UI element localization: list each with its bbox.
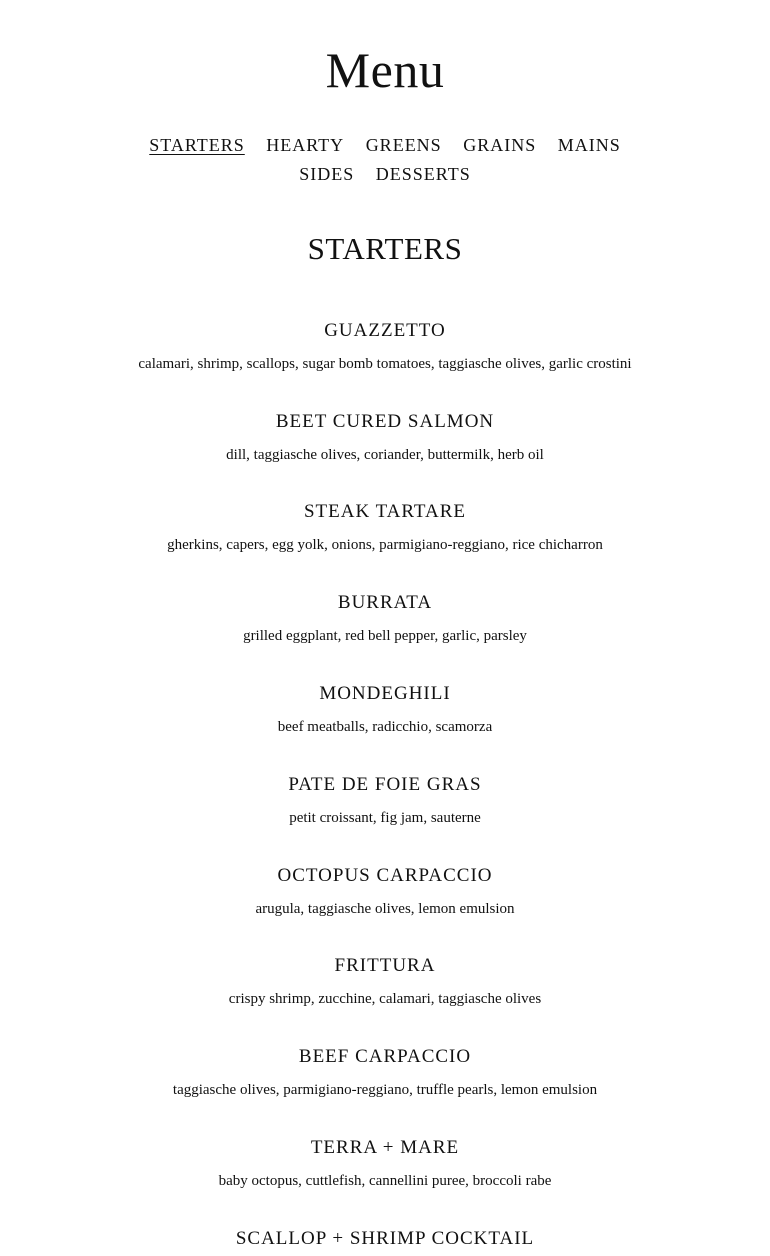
menu-item-description: beef meatballs, radicchio, scamorza <box>277 719 493 735</box>
menu-item <box>0 863 770 919</box>
menu-item <box>0 318 770 374</box>
menu-item-name: BEEF CARPACCIO <box>298 1046 472 1067</box>
page-title: Menu <box>325 42 445 98</box>
menu-item <box>0 1135 770 1191</box>
menu-item <box>0 499 770 555</box>
menu-item <box>0 1044 770 1100</box>
menu-item <box>0 409 770 465</box>
menu-item-description: petit croissant, fig jam, sauterne <box>289 810 481 826</box>
nav-link-mains[interactable]: MAINS <box>557 135 621 155</box>
nav-link-starters[interactable]: STARTERS <box>149 135 245 155</box>
menu-item <box>0 590 770 646</box>
menu-item-name: STEAK TARTARE <box>303 501 467 522</box>
menu-item <box>0 1226 770 1252</box>
menu-item-description: calamari, shrimp, scallops, sugar bomb tomatoes, taggiasche olives, garlic crostini <box>138 356 632 372</box>
menu-item-name: OCTOPUS CARPACCIO <box>277 865 493 886</box>
nav-link-sides[interactable]: SIDES <box>299 164 355 184</box>
menu-item-description: gherkins, capers, egg yolk, onions, parmigiano-reggiano, rice chicharron <box>167 537 603 553</box>
menu-item-description: taggiasche olives, parmigiano-reggiano, truffle pearls, lemon emulsion <box>172 1082 598 1098</box>
menu-item-description: arugula, taggiasche olives, lemon emulsion <box>255 901 515 917</box>
menu-item-name: GUAZZETTO <box>324 320 446 341</box>
menu-item-name: BEET CURED SALMON <box>275 411 495 432</box>
menu-item <box>0 681 770 737</box>
menu-item-description: grilled eggplant, red bell pepper, garlic, parsley <box>243 628 527 644</box>
menu-item <box>0 953 770 1009</box>
menu-item-name: TERRA + MARE <box>310 1137 460 1158</box>
menu-item <box>0 772 770 828</box>
menu-item-name: FRITTURA <box>334 955 436 976</box>
section-title: STARTERS <box>307 231 463 266</box>
nav-link-hearty[interactable]: HEARTY <box>266 135 345 155</box>
menu-item-name: PATE DE FOIE GRAS <box>288 774 482 795</box>
menu-item-name: BURRATA <box>337 592 433 613</box>
menu-item-description: crispy shrimp, zucchine, calamari, taggiasche olives <box>228 991 542 1007</box>
menu-item-description: baby octopus, cuttlefish, cannellini puree, broccoli rabe <box>218 1173 552 1189</box>
nav-link-greens[interactable]: GREENS <box>365 135 442 155</box>
menu-item-name: SCALLOP + SHRIMP COCKTAIL <box>235 1228 535 1249</box>
menu-item-description: dill, taggiasche olives, coriander, buttermilk, herb oil <box>226 447 544 463</box>
menu-item-name: MONDEGHILI <box>319 683 451 704</box>
nav-link-desserts[interactable]: DESSERTS <box>375 164 471 184</box>
nav-link-grains[interactable]: GRAINS <box>463 135 537 155</box>
